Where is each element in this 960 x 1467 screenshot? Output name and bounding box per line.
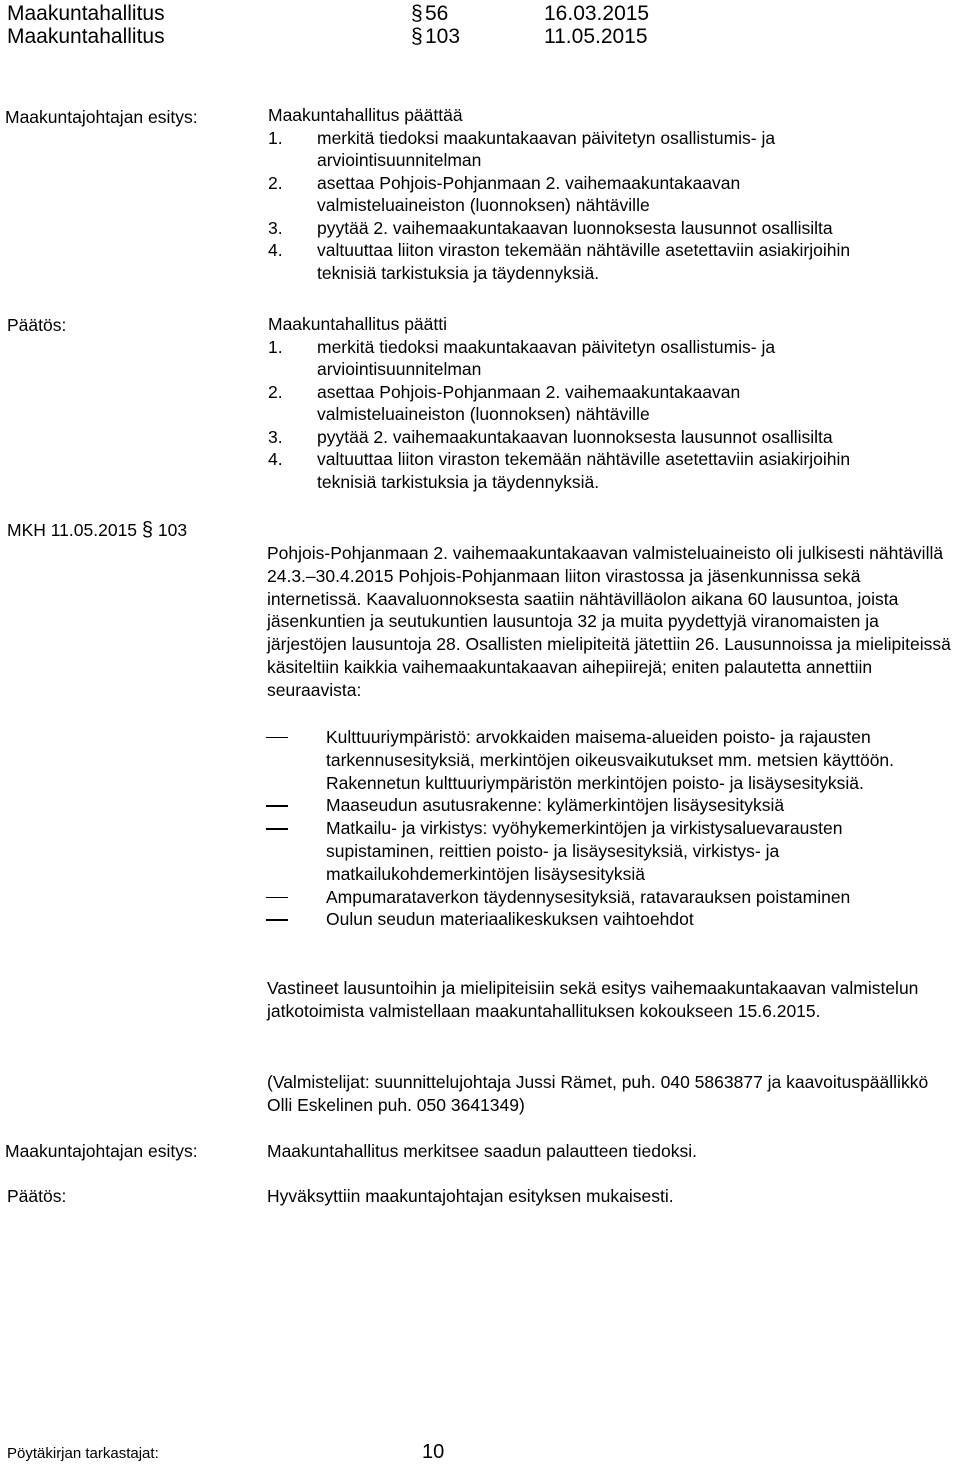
list-item: Ampumarataverkon täydennysesityksiä, ratavarauksen poistaminen bbox=[266, 886, 906, 909]
mkh-number: 103 bbox=[157, 520, 188, 540]
header-row-1 bbox=[7, 2, 707, 26]
header-date: 11.05.2015 bbox=[544, 25, 648, 48]
header-date: 16.03.2015 bbox=[544, 2, 650, 25]
proposal-text: Maakuntahallitus merkitsee saadun palautteen tiedoksi. bbox=[267, 1141, 697, 1161]
proposal-block bbox=[268, 104, 850, 284]
mkh-label: MKH 11.05.2015 § 103 bbox=[7, 519, 188, 541]
decision-list bbox=[268, 336, 850, 494]
dash-icon bbox=[266, 897, 288, 898]
section-sign-icon: § bbox=[411, 25, 423, 48]
decision-intro: Maakuntahallitus päätti bbox=[268, 314, 447, 334]
dash-icon bbox=[266, 828, 288, 829]
feedback-list bbox=[266, 726, 906, 931]
proposal-list bbox=[268, 127, 850, 285]
decision-block bbox=[268, 313, 850, 493]
header-number: 103 bbox=[425, 25, 461, 48]
list-item: 3. pyytää 2. vaihemaakuntakaavan luonnoksesta lausunnot osallisilta bbox=[268, 426, 833, 447]
list-item: 1. merkitä tiedoksi maakuntakaavan päivitetyn osallistumis- ja arviointisuunnitelman bbox=[268, 127, 776, 170]
list-item: Maaseudun asutusrakenne: kylämerkintöjen lisäysesityksiä bbox=[266, 794, 906, 817]
dash-icon bbox=[266, 737, 288, 738]
list-item: Kulttuuriympäristö: arvokkaiden maisema-alueiden poisto- ja rajausten tarkennusesityksiä, merkintöjen oikeusvaikutukset mm. metsien käyttöön. Rakennetun kulttuuriympäristön merkintöjen poisto- ja lisäysesityksiä. bbox=[266, 726, 906, 794]
list-item: 4. valtuuttaa liiton viraston tekemään nähtäville asetettaviin asiakirjoihin teknisiä tarkistuksia ja täydennyksiä. bbox=[268, 449, 851, 492]
preparers-paragraph: (Valmistelijat: suunnittelujohtaja Jussi Rämet, puh. 040 5863877 ja kaavoituspäällikkö Olli Eskelinen puh. 050 3641349) bbox=[267, 1072, 929, 1115]
section-sign-icon: § bbox=[411, 2, 423, 25]
page-number: 10 bbox=[422, 1441, 445, 1463]
decision-label: Päätös: bbox=[7, 1186, 67, 1206]
list-item: 1. merkitä tiedoksi maakuntakaavan päivitetyn osallistumis- ja arviointisuunnitelman bbox=[268, 336, 776, 379]
list-item: 3. pyytää 2. vaihemaakuntakaavan luonnoksesta lausunnot osallisilta bbox=[268, 217, 833, 238]
header-row-2 bbox=[7, 25, 707, 49]
proposal-label: Maakuntajohtajan esitys: bbox=[5, 1141, 198, 1161]
list-item: 2. asettaa Pohjois-Pohjanmaan 2. vaihemaakuntakaavan valmisteluaineiston (luonnoksen) nähtäville bbox=[268, 381, 741, 424]
section-sign-icon: § bbox=[141, 519, 154, 541]
header-org: Maakuntahallitus bbox=[7, 2, 165, 25]
list-item: Oulun seudun materiaalikeskuksen vaihtoehdot bbox=[266, 908, 906, 931]
dash-icon bbox=[266, 805, 288, 806]
mkh-paragraph: Pohjois-Pohjanmaan 2. vaihemaakuntakaavan valmisteluaineisto oli julkisesti nähtävillä 24.3.–30.4.2015 Pohjois-Pohjanmaan liiton virastossa ja jäsenkunnissa sekä internetissä. Kaavaluonnoksesta saatiin nähtävilläolon aikana 60 lausuntoa, joista jäsenkuntien ja seutukuntien lausuntoja 32 ja muita pyydettyjä viranomaisten ja järjestöjen lausuntoja 28. Osallisten mielipiteitä jätettiin 26. Lausunnoissa ja mielipiteissä käsiteltiin kaikkia vaihemaakuntakaavan aihepiirejä; eniten palautetta annettiin seuraavista: bbox=[267, 543, 951, 700]
proposal-intro: Maakuntahallitus päättää bbox=[268, 105, 463, 125]
list-item: 4. valtuuttaa liiton viraston tekemään nähtäville asetettaviin asiakirjoihin teknisiä tarkistuksia ja täydennyksiä. bbox=[268, 240, 851, 283]
dash-icon bbox=[266, 919, 288, 920]
list-item: 2. asettaa Pohjois-Pohjanmaan 2. vaihemaakuntakaavan valmisteluaineiston (luonnoksen) nähtäville bbox=[268, 172, 741, 215]
header-number: 56 bbox=[425, 2, 449, 25]
list-item: Matkailu- ja virkistys: vyöhykemerkintöjen ja virkistysaluevarausten supistaminen, reittien poisto- ja lisäysesityksiä, virkistys- ja matkailukohdemerkintöjen lisäysesityksiä bbox=[266, 817, 906, 885]
responses-paragraph: Vastineet lausuntoihin ja mielipiteisiin sekä esitys vaihemaakuntakaavan valmistelun jatkotoimista valmistellaan maakuntahallituksen kokoukseen 15.6.2015. bbox=[267, 978, 919, 1021]
header-org: Maakuntahallitus bbox=[7, 25, 165, 48]
decision-label: Päätös: bbox=[7, 315, 67, 335]
decision-text: Hyväksyttiin maakuntajohtajan esityksen mukaisesti. bbox=[267, 1186, 674, 1206]
proposal-label: Maakuntajohtajan esitys: bbox=[5, 107, 198, 127]
footer-label: Pöytäkirjan tarkastajat: bbox=[7, 1445, 159, 1462]
